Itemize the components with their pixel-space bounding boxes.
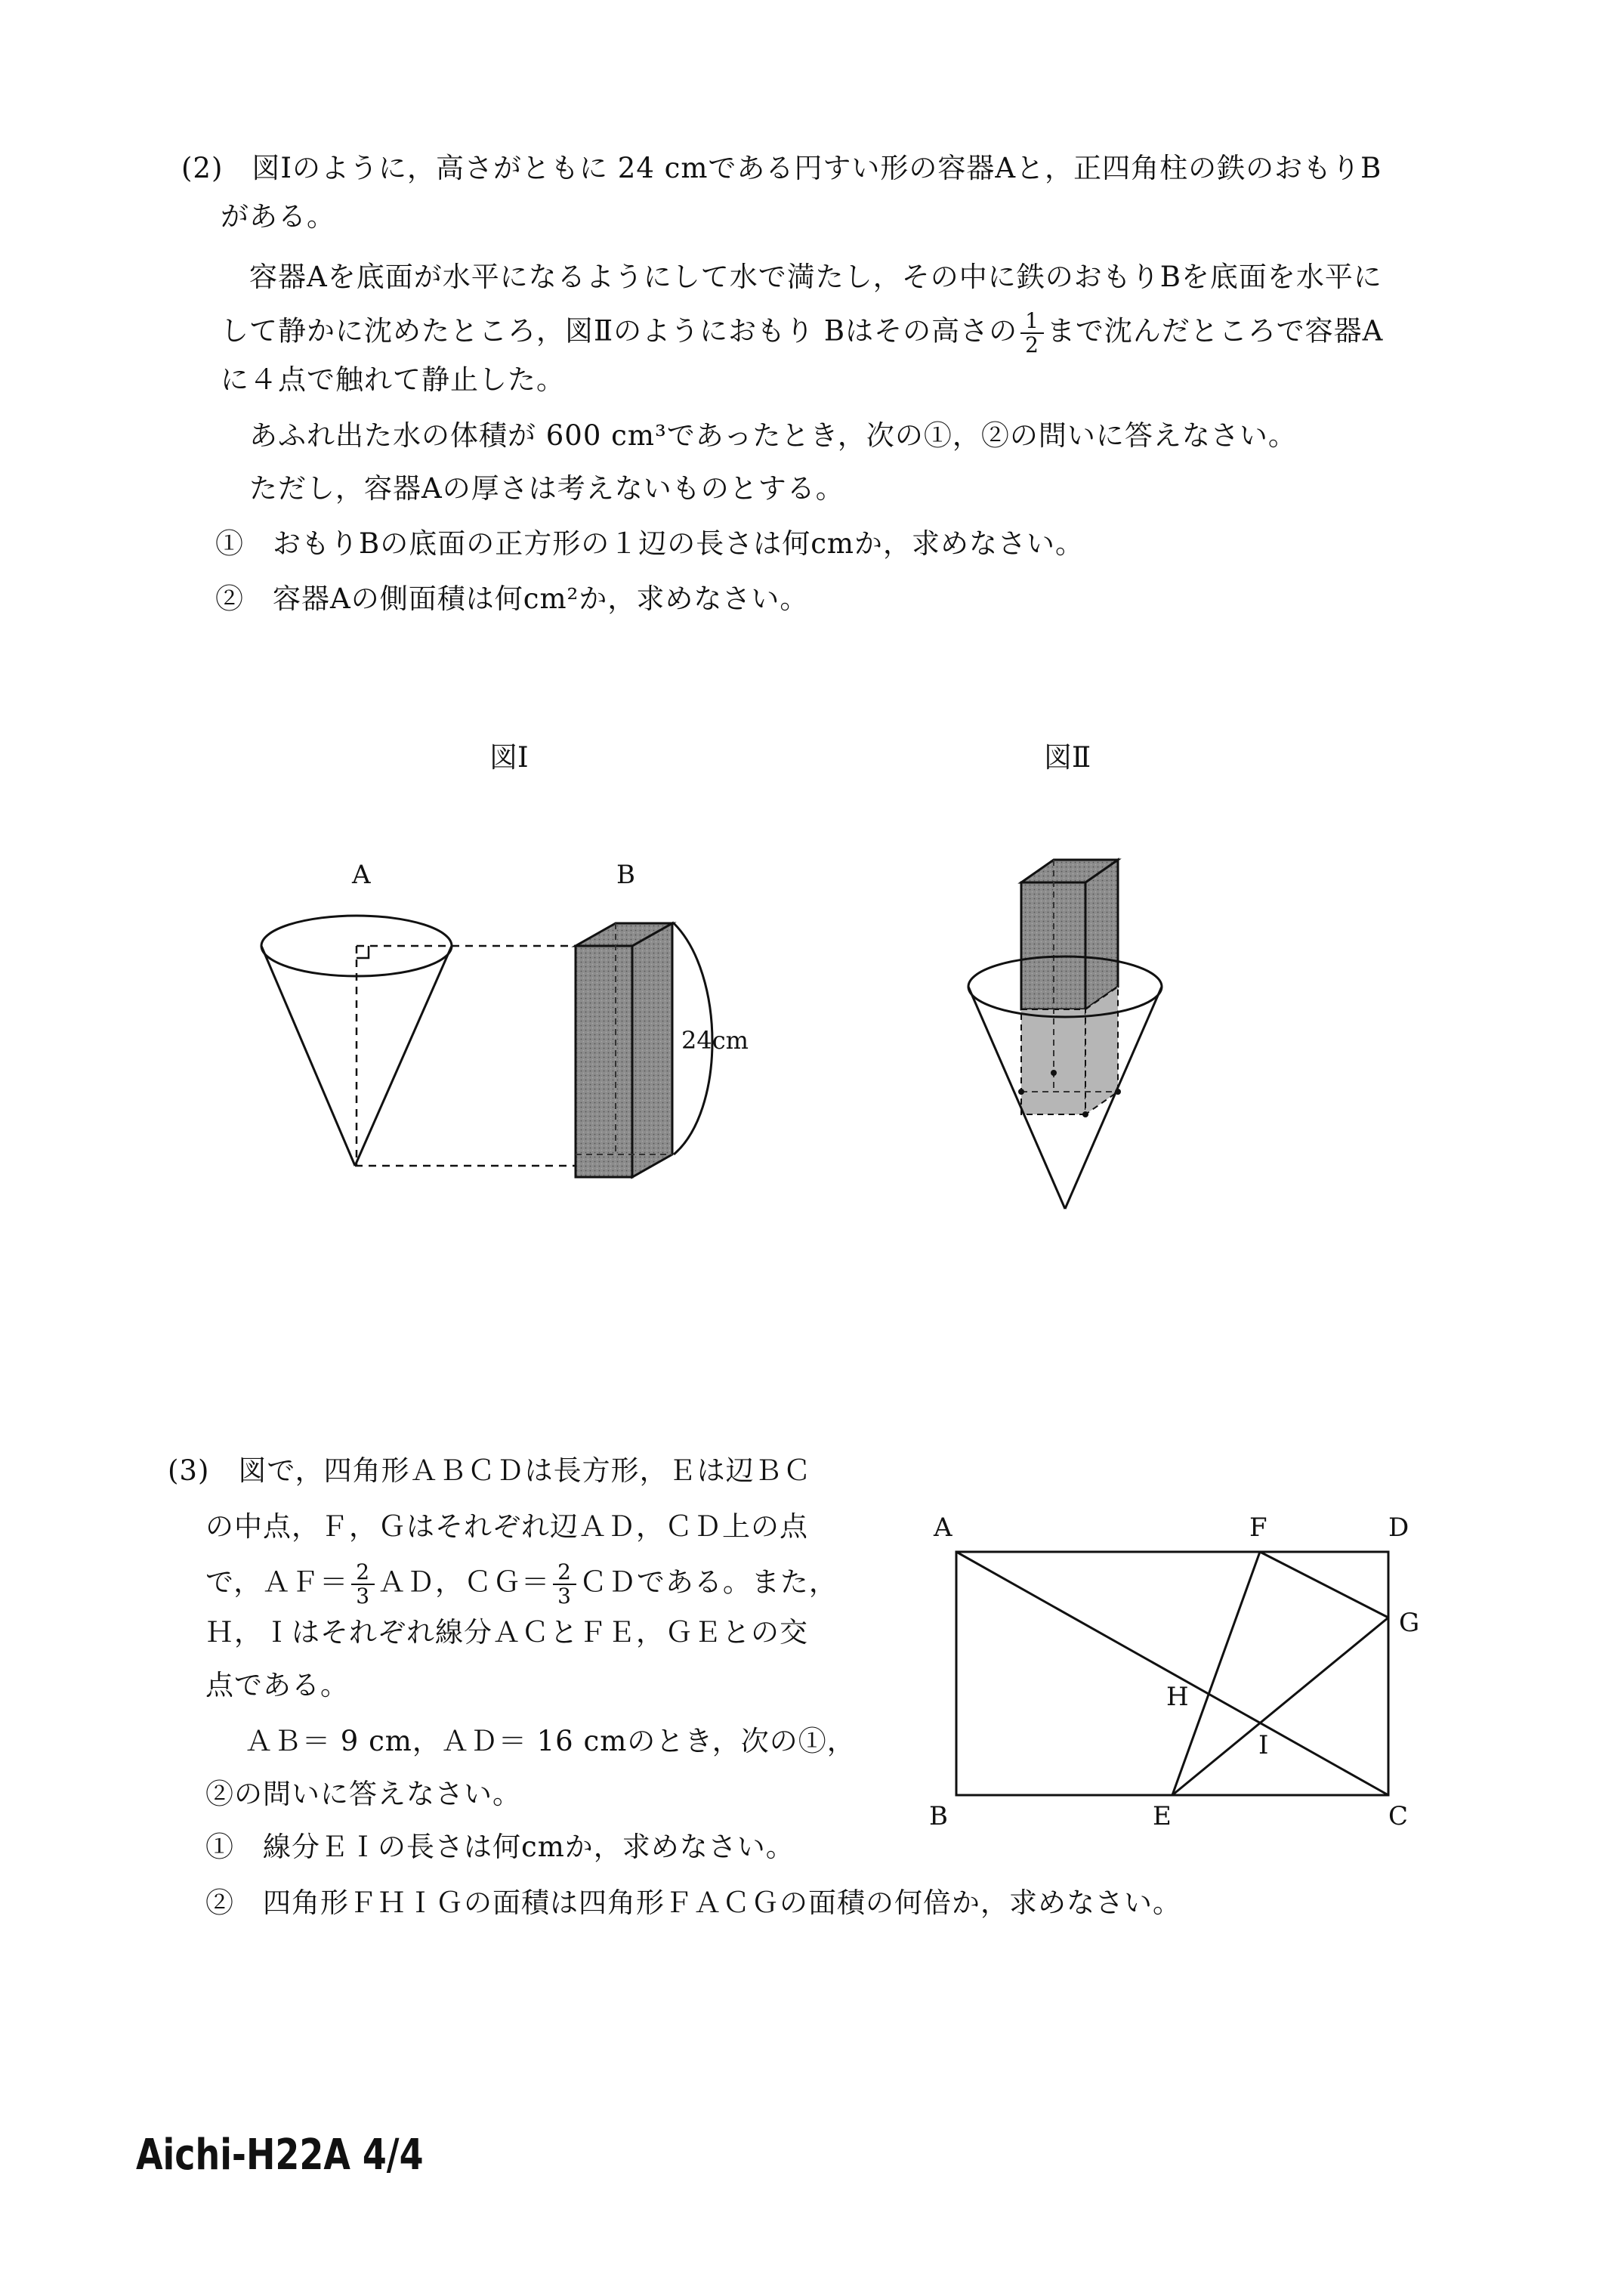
problem3-line-2: の中点，Ｆ，Ｇはそれぞれ辺ＡＤ，ＣＤ上の点 xyxy=(205,1510,808,1543)
problem2-line-6: あふれ出た水の体積が 600 cm³であったとき，次の①，②の問いに答えなさい。 xyxy=(249,419,1297,452)
segment-ac xyxy=(956,1552,1388,1795)
fraction-denominator: 3 xyxy=(557,1584,572,1608)
fraction-numerator: 2 xyxy=(351,1561,375,1585)
figure1-title: 図Ⅰ xyxy=(489,741,529,774)
problem3-line-1: (3) 図で，四角形ＡＢＣＤは長方形，Ｅは辺ＢＣ xyxy=(168,1454,812,1487)
fraction-denominator: 3 xyxy=(356,1584,371,1608)
figure1-label-a: A xyxy=(352,860,371,890)
problem3-line-7: ②の問いに答えなさい。 xyxy=(205,1778,521,1810)
label-point-h: H xyxy=(1166,1682,1189,1712)
fraction-numerator: 2 xyxy=(553,1561,576,1585)
problem3-line-6: ＡＢ＝ 9 cm，ＡＤ＝ 16 cmのとき，次の①， xyxy=(245,1725,856,1757)
fraction-numerator: 1 xyxy=(1020,310,1044,334)
problem3-question-1: ① 線分ＥＩの長さは何cmか，求めなさい。 xyxy=(205,1831,795,1863)
problem2-line-1: (2) 図Ⅰのように，高さがともに 24 cmである円すい形の容器Aと，正四角柱の鉄のおもりB xyxy=(181,152,1382,184)
label-point-c: C xyxy=(1388,1801,1409,1831)
problem2-line-2: がある。 xyxy=(221,200,335,233)
problem2-line-3: 容器Aを底面が水平になるようにして水で満たし，その中に鉄のおもりBを底面を水平に xyxy=(249,261,1382,293)
problem3-line-3-b: ＡＤ，ＣＧ＝ xyxy=(378,1565,551,1599)
label-point-a: A xyxy=(934,1513,952,1543)
label-point-g: G xyxy=(1399,1608,1420,1638)
problem3-line-3-c: ＣＤである。また， xyxy=(579,1565,838,1599)
label-point-i: I xyxy=(1258,1730,1269,1760)
label-point-d: D xyxy=(1388,1513,1409,1543)
problem3-question-2: ② 四角形ＦＨＩＧの面積は四角形ＦＡＣＧの面積の何倍か，求めなさい。 xyxy=(205,1887,1181,1919)
problem3-line-5: 点である。 xyxy=(205,1669,349,1701)
figure2-title: 図Ⅱ xyxy=(1044,741,1091,774)
page-footer: Aichi-H22A 4/4 xyxy=(136,2131,424,2180)
problem2-question-1: ① おもりBの底面の正方形の１辺の長さは何cmか，求めなさい。 xyxy=(215,527,1084,560)
label-point-b: B xyxy=(929,1801,948,1831)
figure1-height-label: 24cm xyxy=(681,1026,749,1055)
problem2-line-5: に４点で触れて静止した。 xyxy=(221,363,565,396)
label-point-e: E xyxy=(1153,1801,1172,1831)
label-point-f: F xyxy=(1249,1513,1267,1543)
problem2-line-4-post: まで沈んだところで容器A xyxy=(1046,314,1384,348)
segment-fg xyxy=(1260,1552,1388,1618)
problem2-line-4-pre: して静かに沈めたところ，図Ⅱのようにおもり Bはその高さの xyxy=(221,314,1018,348)
problem2-line-7: ただし，容器Aの厚さは考えないものとする。 xyxy=(249,472,844,505)
fraction-denominator: 2 xyxy=(1025,332,1039,357)
problem3-line-3-a: で，ＡＦ＝ xyxy=(205,1565,349,1599)
problem2-question-2: ② 容器Aの側面積は何cm²か，求めなさい。 xyxy=(215,583,809,615)
problem3-line-4: Ｈ，Ｉはそれぞれ線分ＡＣとＦＥ，ＧＥとの交 xyxy=(205,1616,808,1649)
figure1-label-b: B xyxy=(616,860,635,890)
